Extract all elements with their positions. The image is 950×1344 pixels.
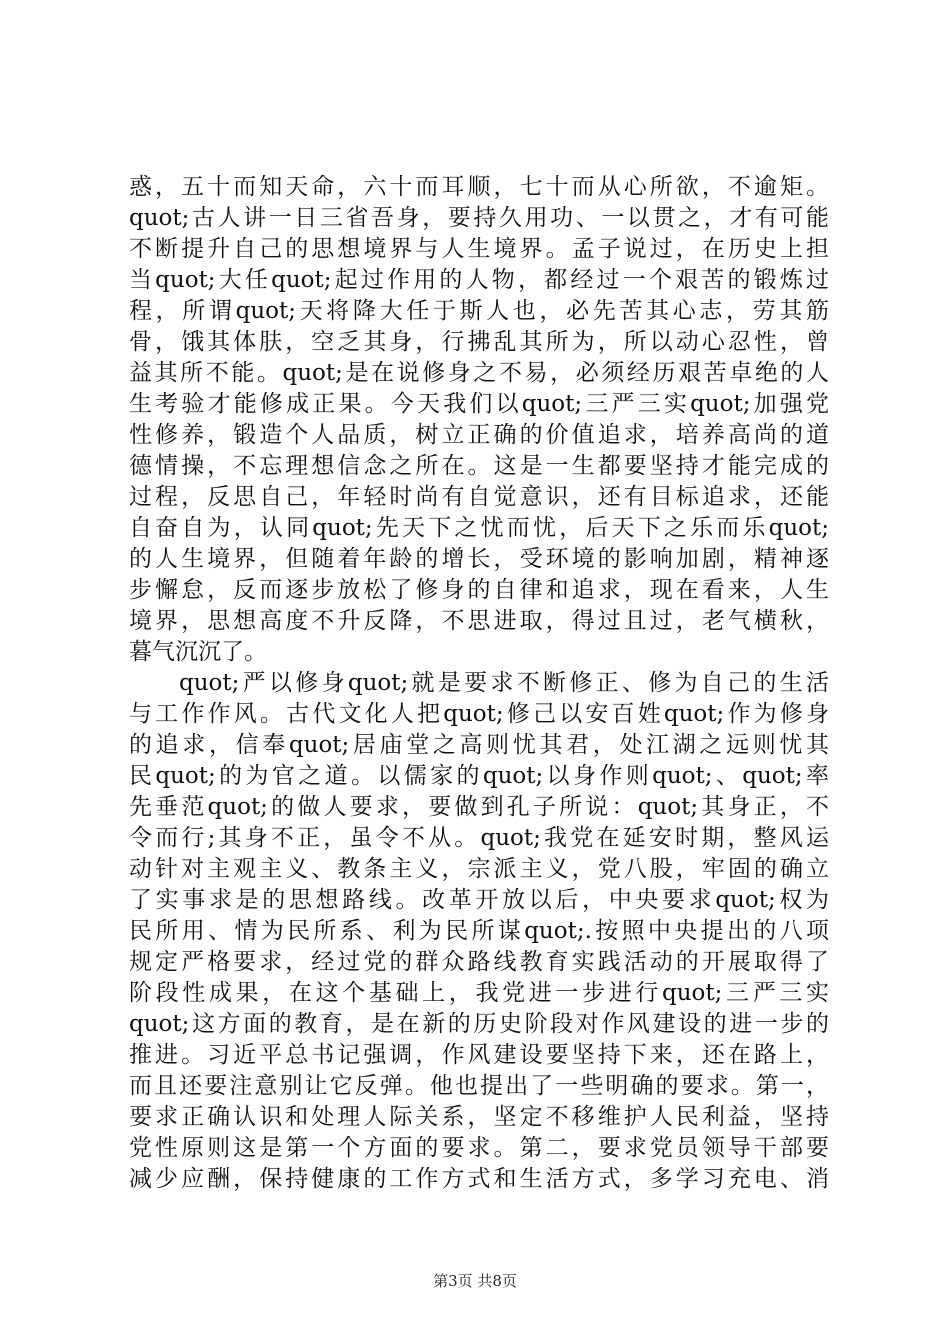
text-line: 不断提升自己的思想境界与人生境界。孟子说过，在历史上担 [129, 236, 829, 262]
paragraph-2 [129, 668, 829, 1195]
text-line: 的追求，信奉quot;居庙堂之高则忧其君，处江湖之远则忧其 [129, 732, 829, 758]
text-line: 当quot;大任quot;起过作用的人物，都经过一个艰苦的锻炼过 [129, 267, 829, 293]
text-line: quot;严以修身quot;就是要求不断修正、修为自己的生活 [179, 670, 829, 696]
text-line: 骨，饿其体肤，空乏其身，行拂乱其所为，所以动心忍性，曾 [129, 329, 829, 355]
text-line: 而且还要注意别让它反弹。他也提出了一些明确的要求。第一， [129, 1073, 829, 1099]
text-line: 程，所谓quot;天将降大任于斯人也，必先苦其心志，劳其筋 [129, 298, 829, 324]
text-line: 动针对主观主义、教条主义，宗派主义，党八股，牢固的确立 [129, 856, 829, 882]
text-line: 先垂范quot;的做人要求，要做到孔子所说：quot;其身正，不 [129, 794, 829, 820]
paragraph-1 [129, 172, 829, 668]
text-line: 令而行;其身不正，虽令不从。quot;我党在延安时期，整风运 [129, 825, 829, 851]
text-line: 暮气沉沉了。 [129, 639, 267, 665]
text-line: 益其所不能。quot;是在说修身之不易，必须经历艰苦卓绝的人 [129, 360, 829, 386]
text-line: 性修养，锻造个人品质，树立正确的价值追求，培养高尚的道 [129, 422, 829, 448]
text-line: 要求正确认识和处理人际关系，坚定不移维护人民利益，坚持 [129, 1104, 829, 1130]
text-line: 过程，反思自己，年轻时尚有自觉意识，还有目标追求，还能 [129, 484, 829, 510]
text-line: quot;古人讲一日三省吾身，要持久用功、一以贯之，才有可能 [129, 205, 829, 231]
text-line: quot;这方面的教育，是在新的历史阶段对作风建设的进一步的 [129, 1011, 829, 1037]
document-body [129, 172, 829, 1195]
text-line: 与工作作风。古代文化人把quot;修己以安百姓quot;作为修身 [129, 701, 829, 727]
text-line: 减少应酬，保持健康的工作方式和生活方式，多学习充电、消 [129, 1166, 829, 1192]
text-line: 惑，五十而知天命，六十而耳顺，七十而从心所欲，不逾矩。 [129, 174, 829, 200]
text-line: 的人生境界，但随着年龄的增长，受环境的影响加剧，精神逐 [129, 546, 829, 572]
text-line: 步懈怠，反而逐步放松了修身的自律和追求，现在看来，人生 [129, 577, 829, 603]
text-line: 自奋自为，认同quot;先天下之忧而忧，后天下之乐而乐quot; [129, 515, 829, 541]
text-line: 了实事求是的思想路线。改革开放以后，中央要求quot;权为 [129, 887, 829, 913]
text-line: 境界，思想高度不升反降，不思进取，得过且过，老气横秋， [129, 608, 829, 634]
text-line: 民所用、情为民所系、利为民所谋quot;.按照中央提出的八项 [129, 918, 829, 944]
text-line: 党性原则这是第一个方面的要求。第二，要求党员领导干部要 [129, 1135, 829, 1161]
text-line: 规定严格要求，经过党的群众路线教育实践活动的开展取得了 [129, 949, 829, 975]
text-line: 民quot;的为官之道。以儒家的quot;以身作则quot;、quot;率 [129, 763, 829, 789]
text-line: 德情操，不忘理想信念之所在。这是一生都要坚持才能完成的 [129, 453, 829, 479]
text-line: 推进。习近平总书记强调，作风建设要坚持下来，还在路上， [129, 1042, 829, 1068]
page-footer: 第3页 共8页 [433, 1272, 517, 1290]
text-line: 阶段性成果，在这个基础上，我党进一步进行quot;三严三实 [129, 980, 829, 1006]
text-line: 生考验才能修成正果。今天我们以quot;三严三实quot;加强党 [129, 391, 829, 417]
